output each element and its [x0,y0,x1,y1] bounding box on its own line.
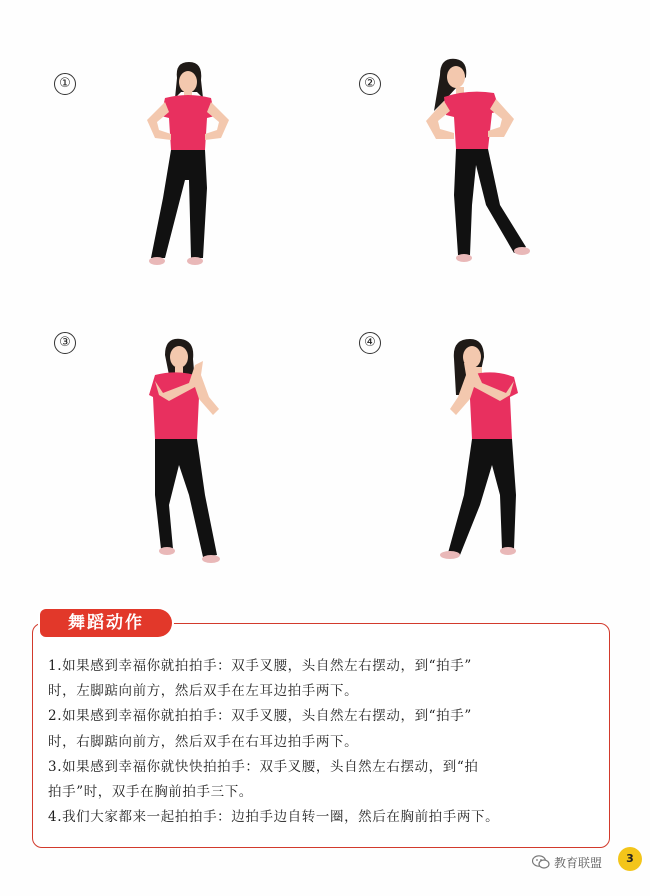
dancer-figure-2 [410,55,540,270]
instruction-line: 时，右脚踮向前方，然后双手在右耳边拍手两下。 [48,733,359,750]
instruction-line: 拍手”时，双手在胸前拍手三下。 [48,784,253,801]
instruction-line: 1.如果感到幸福你就拍拍手：双手叉腰，头自然左右摆动，到“拍手” [48,658,472,674]
watermark [532,852,602,872]
dancer-figure-3 [135,335,245,563]
dance-moves-text [48,654,594,830]
step-4-marker: ④ [359,332,381,354]
instruction-line: 2.如果感到幸福你就拍拍手：双手叉腰，头自然左右摆动，到“拍手” [48,708,472,725]
step-2-marker: ② [359,73,381,95]
watermark-text: 教育联盟 [554,855,603,870]
step-1-marker: ① [54,73,76,95]
wechat-icon [532,855,550,869]
dance-moves-title: 舞蹈动作 [40,609,172,637]
dancer-figure-4 [430,335,540,563]
dancer-figure-1 [125,58,245,273]
instruction-line: 3.如果感到幸福你就快快拍拍手：双手叉腰，头自然左右摆动，到“拍 [48,758,479,775]
instruction-line: 时，左脚踮向前方，然后双手在左耳边拍手两下。 [48,683,359,700]
step-3-marker: ③ [54,332,76,354]
instruction-line: 4.我们大家都来一起拍拍手：边拍手边自转一圈，然后在胸前拍手两下。 [48,809,500,826]
page-number: 3 [618,847,642,871]
